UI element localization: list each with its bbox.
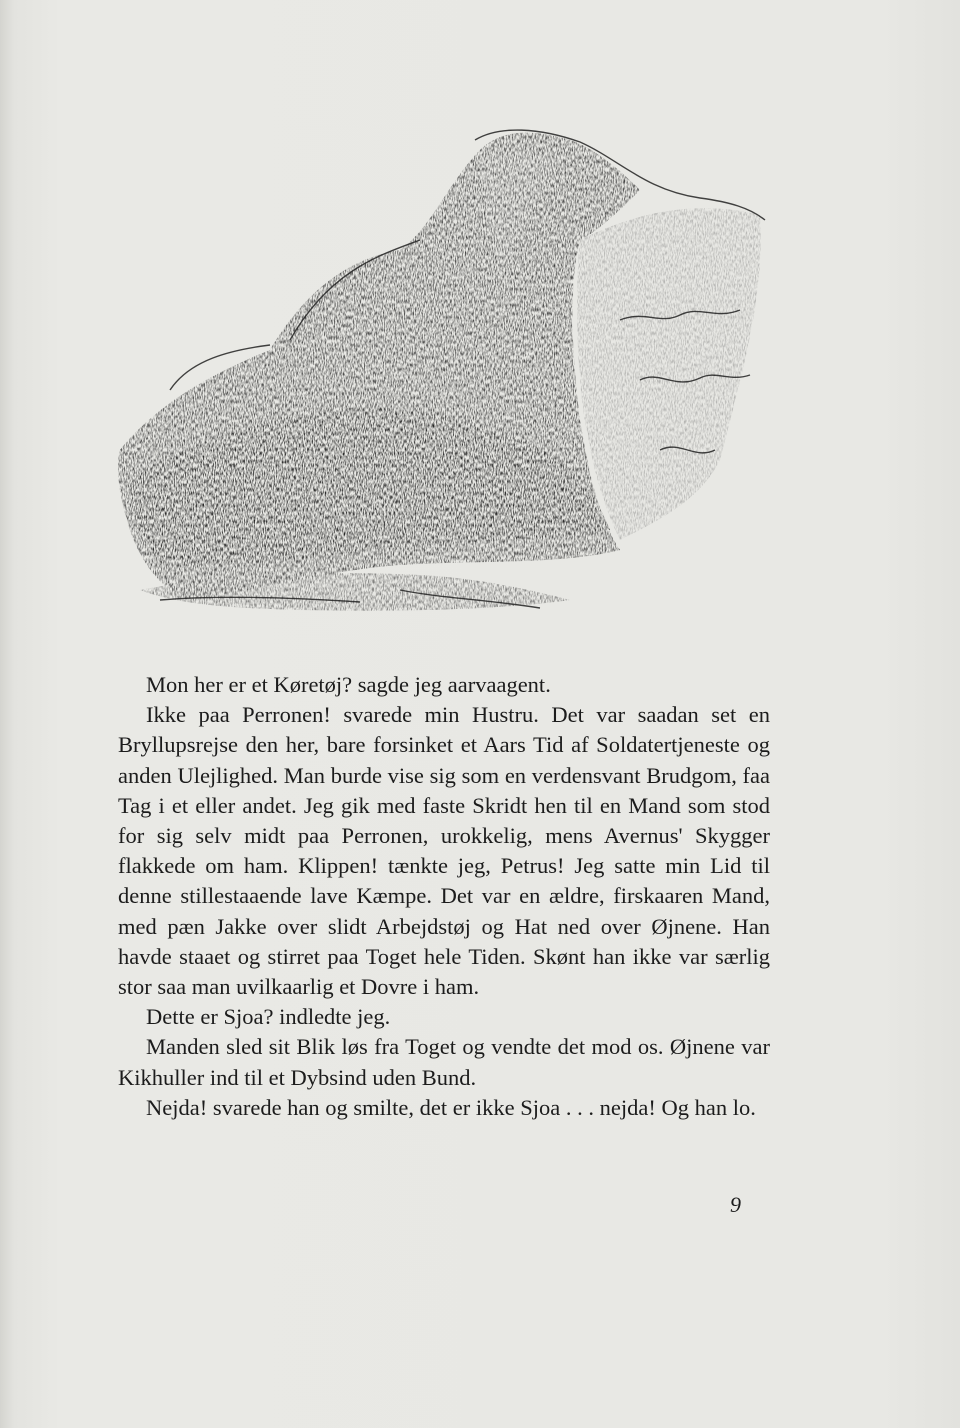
body-text <box>118 670 770 1123</box>
paragraph-4: Manden sled sit Blik løs fra Toget og vendte det mod os. Øjnene var Kikhuller ind til et Dybsind uden Bund. <box>118 1034 770 1090</box>
page-number: 9 <box>730 1192 741 1217</box>
paragraph-2: Ikke paa Perronen! svarede min Hustru. Det var saadan set en Bryllupsrejse den her, bare forsinket et Aars Tid af Soldatertjeneste og anden Ulejlighed. Man burde vise sig som en verdensvant Brudgom, faa Tag i et eller andet. Jeg gik med faste Skridt hen til en Mand som stod for sig selv midt paa Perronen, urokkelig, mens Avernus' Skygger flakkede om ham. Klippen! tænkte jeg, Petrus! Jeg satte min Lid til denne stillestaaende lave Kæmpe. Det var en ældre, firskaaren Mand, med pæn Jakke over slidt Arbejdstøj og Hat ned over Øjnene. Han havde staaet og stirret paa Toget hele Tiden. Skønt han ikke var særlig stor saa man uvilkaarlig et Dovre i ham. <box>118 702 770 1000</box>
paragraph-3: Dette er Sjoa? indledte jeg. <box>146 1004 391 1030</box>
rock-lithograph-illustration <box>100 120 780 630</box>
paragraph-5: Nejda! svarede han og smilte, det er ikke Sjoa . . . nejda! Og han lo. <box>146 1094 756 1120</box>
paragraph-1: Mon her er et Køretøj? sagde jeg aarvaagent. <box>146 672 551 697</box>
